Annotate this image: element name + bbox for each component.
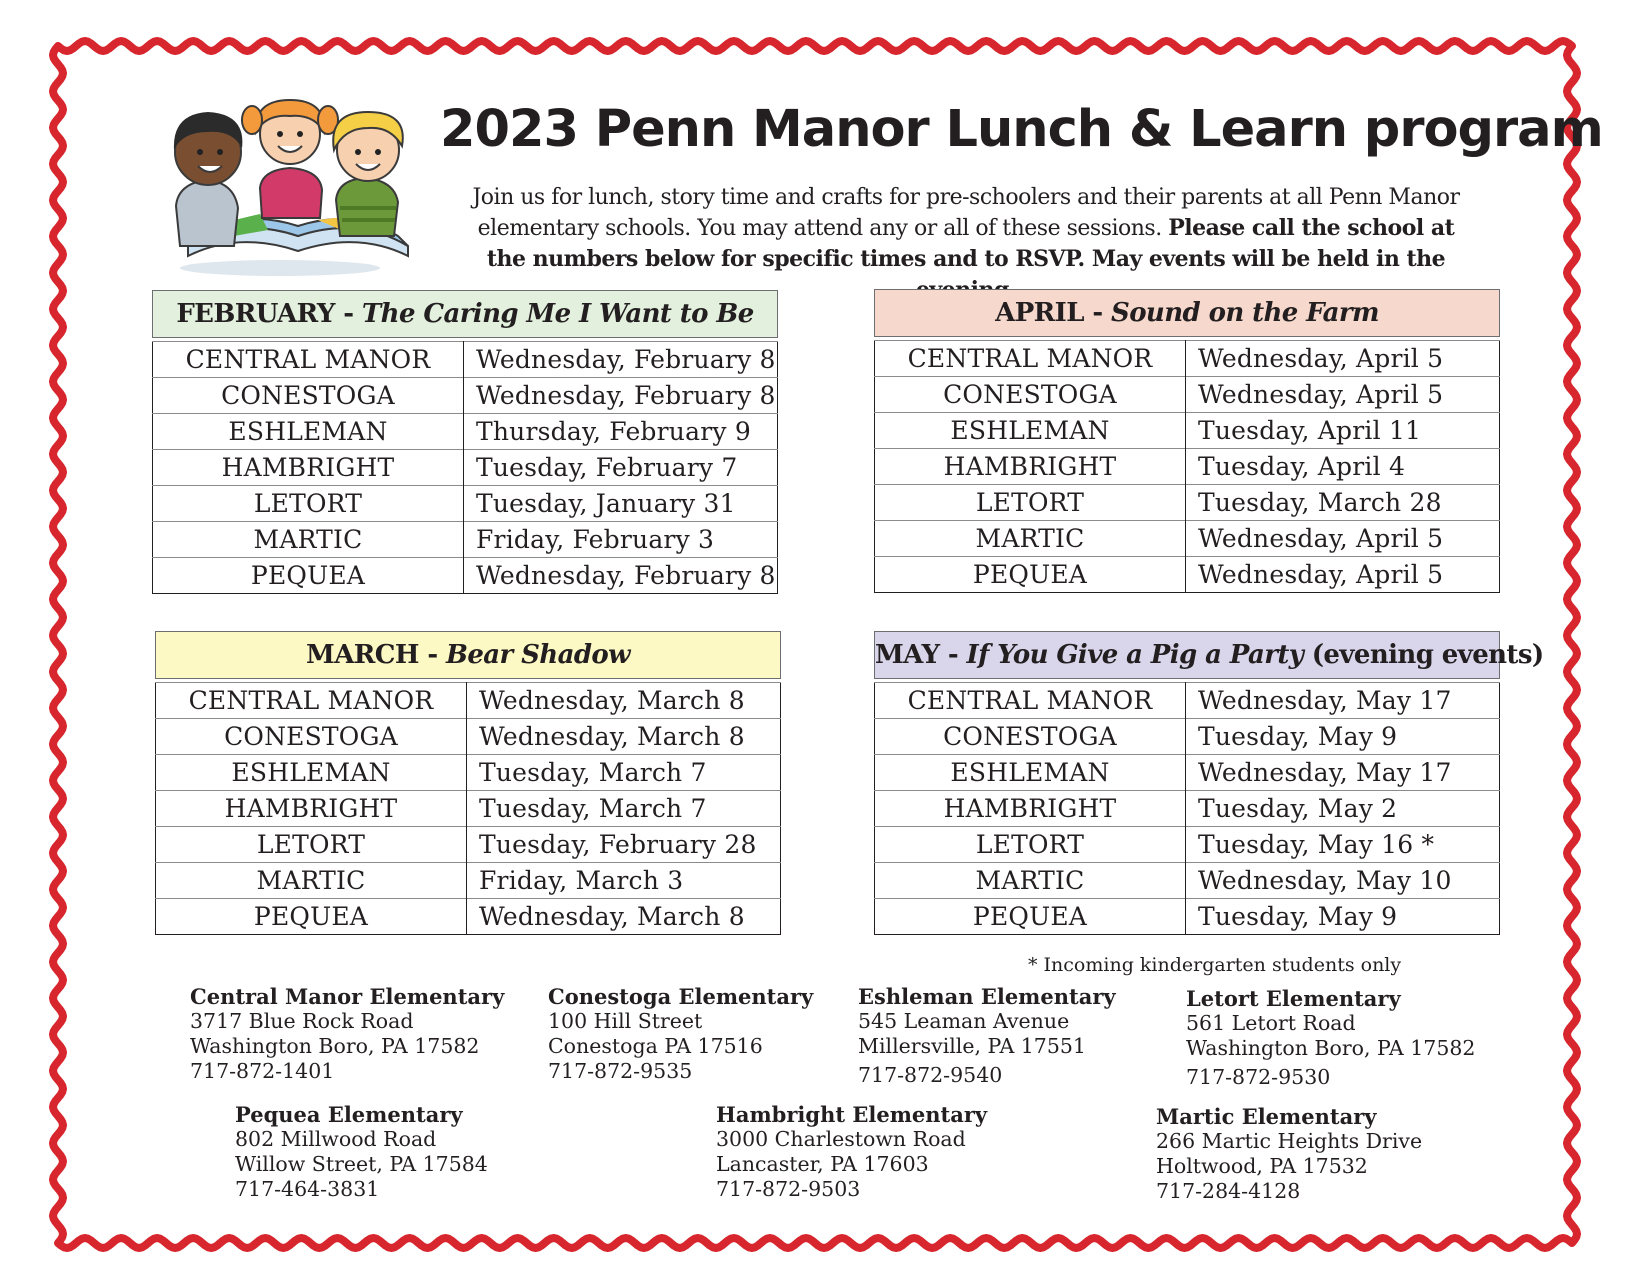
month-label: MARCH [306,640,419,670]
address-conestoga [548,984,813,1084]
school-name: Martic Elementary [1156,1104,1377,1129]
date-cell: Wednesday, March 8 [467,683,781,719]
school-cell: MARTIC [153,522,464,558]
date-cell: Tuesday, February 28 [467,827,781,863]
table-row [875,557,1500,593]
school-cell: CONESTOGA [875,719,1186,755]
may-header: MAY - If You Give a Pig a Party (evening events) [874,631,1500,679]
school-cell: LETORT [156,827,467,863]
march-table [155,682,781,935]
school-street: 802 Millwood Road [235,1127,437,1151]
date-cell: Thursday, February 9 [464,414,778,450]
table-row [156,827,781,863]
date-cell: Wednesday, April 5 [1186,557,1500,593]
table-row [156,755,781,791]
school-cell: PEQUEA [875,557,1186,593]
school-name: Eshleman Elementary [858,984,1116,1009]
school-street: 561 Letort Road [1186,1011,1356,1035]
table-row [153,486,778,522]
school-cell: LETORT [153,486,464,522]
address-letort [1186,986,1475,1090]
school-cell: PEQUEA [156,899,467,935]
table-row [153,378,778,414]
school-cell: MARTIC [875,521,1186,557]
date-cell: Tuesday, March 7 [467,791,781,827]
table-row [875,755,1500,791]
school-phone: 717-464-3831 [235,1177,380,1201]
date-cell: Tuesday, April 11 [1186,413,1500,449]
children-reading-illustration [168,96,428,276]
theme-label: Bear Shadow [445,640,630,670]
school-street: 545 Leaman Avenue [858,1009,1070,1033]
school-cell: MARTIC [156,863,467,899]
school-cell: CENTRAL MANOR [875,341,1186,377]
table-row [875,341,1500,377]
school-city: Conestoga PA 17516 [548,1034,763,1058]
school-name: Central Manor Elementary [190,984,505,1009]
address-martic [1156,1104,1422,1204]
school-cell: HAMBRIGHT [153,450,464,486]
date-cell: Wednesday, February 8 [464,378,778,414]
school-phone: 717-872-9503 [716,1177,861,1201]
school-cell: ESHLEMAN [875,413,1186,449]
table-row [875,449,1500,485]
school-city: Millersville, PA 17551 [858,1034,1086,1058]
table-row [153,522,778,558]
may-schedule [874,631,1544,935]
table-row [875,899,1500,935]
april-table [874,340,1500,593]
february-table [152,341,778,594]
school-name: Pequea Elementary [235,1102,463,1127]
table-row [875,683,1500,719]
school-cell: ESHLEMAN [156,755,467,791]
month-label: FEBRUARY [176,299,335,329]
school-street: 3717 Blue Rock Road [190,1009,414,1033]
date-cell: Tuesday, May 9 [1186,719,1500,755]
school-phone: 717-872-1401 [190,1059,335,1083]
school-cell: LETORT [875,827,1186,863]
intro-bold-text: Please call the school at the numbers below for specific times and to RSVP. May events will be held in the [486,215,1455,272]
school-name: Hambright Elementary [716,1102,988,1127]
school-phone: 717-872-9530 [1186,1065,1331,1089]
theme-label: If You Give a Pig a Party [966,640,1304,670]
school-cell: LETORT [875,485,1186,521]
school-city: Holtwood, PA 17532 [1156,1154,1368,1178]
date-cell: Friday, March 3 [467,863,781,899]
table-row [875,719,1500,755]
month-label: MAY [875,640,940,670]
school-cell: HAMBRIGHT [875,791,1186,827]
date-cell: Wednesday, May 17 [1186,755,1500,791]
date-cell: Wednesday, May 10 [1186,863,1500,899]
table-row [153,450,778,486]
school-phone: 717-872-9540 [858,1063,1003,1087]
school-cell: PEQUEA [153,558,464,594]
school-street: 266 Martic Heights Drive [1156,1129,1423,1153]
month-label: APRIL [995,298,1084,328]
address-eshleman [858,984,1116,1088]
date-cell: Wednesday, April 5 [1186,377,1500,413]
table-row [156,683,781,719]
date-cell: Wednesday, February 8 [464,558,778,594]
march-header: MARCH - Bear Shadow [155,631,781,679]
table-row [156,899,781,935]
table-row [153,558,778,594]
table-row [156,719,781,755]
april-schedule [874,289,1500,593]
table-row [153,414,778,450]
school-cell: ESHLEMAN [153,414,464,450]
school-cell: CONESTOGA [156,719,467,755]
school-cell: PEQUEA [875,899,1186,935]
date-cell: Wednesday, March 8 [467,899,781,935]
school-cell: CENTRAL MANOR [156,683,467,719]
date-cell: Tuesday, January 31 [464,486,778,522]
school-city: Lancaster, PA 17603 [716,1152,929,1176]
school-cell: CONESTOGA [875,377,1186,413]
school-cell: MARTIC [875,863,1186,899]
table-row [875,413,1500,449]
school-cell: CONESTOGA [153,378,464,414]
school-cell: HAMBRIGHT [156,791,467,827]
date-cell: Tuesday, May 2 [1186,791,1500,827]
page-title: 2023 Penn Manor Lunch & Learn program [440,100,1603,159]
school-phone: 717-872-9535 [548,1059,693,1083]
date-cell: Friday, February 3 [464,522,778,558]
date-cell: Tuesday, March 28 [1186,485,1500,521]
date-cell: Tuesday, February 7 [464,450,778,486]
table-row [875,485,1500,521]
table-row [156,863,781,899]
table-row [875,377,1500,413]
date-cell: Wednesday, April 5 [1186,341,1500,377]
date-cell: Wednesday, May 17 [1186,683,1500,719]
address-pequea [235,1102,488,1202]
school-street: 3000 Charlestown Road [716,1127,966,1151]
school-cell: CENTRAL MANOR [153,342,464,378]
address-hambright [716,1102,987,1202]
school-street: 100 Hill Street [548,1009,703,1033]
school-cell: HAMBRIGHT [875,449,1186,485]
table-row [875,863,1500,899]
table-row [875,521,1500,557]
evening-events-label: (evening events) [1303,640,1544,670]
april-header: APRIL - Sound on the Farm [874,289,1500,337]
february-header: FEBRUARY - The Caring Me I Want to Be [152,290,778,338]
may-table [874,682,1500,935]
footnote: * Incoming kindergarten students only [1028,954,1402,976]
march-schedule [155,631,781,935]
school-cell: ESHLEMAN [875,755,1186,791]
table-row [153,342,778,378]
date-cell: Wednesday, March 8 [467,719,781,755]
table-row [875,827,1500,863]
date-cell: Tuesday, March 7 [467,755,781,791]
school-cell: CENTRAL MANOR [875,683,1186,719]
school-city: Washington Boro, PA 17582 [190,1034,480,1058]
address-central-manor [190,984,504,1084]
date-cell: Wednesday, April 5 [1186,521,1500,557]
theme-label: Sound on the Farm [1111,298,1379,328]
school-city: Willow Street, PA 17584 [235,1152,488,1176]
school-phone: 717-284-4128 [1156,1179,1301,1203]
theme-label: The Caring Me I Want to Be [361,299,754,329]
date-cell: Wednesday, February 8 [464,342,778,378]
intro-paragraph [458,182,1474,306]
date-cell: Tuesday, April 4 [1186,449,1500,485]
date-cell: Tuesday, May 9 [1186,899,1500,935]
school-city: Washington Boro, PA 17582 [1186,1036,1476,1060]
table-row [875,791,1500,827]
february-schedule [152,290,778,594]
date-cell: Tuesday, May 16 * [1186,827,1500,863]
table-row [156,791,781,827]
intro-text: Join us for lunch, story time and crafts for pre-schoolers and their parents at all Penn Manor elementary schools. You may attend any or all of these sessions. [472,185,1460,241]
school-name: Conestoga Elementary [548,984,814,1009]
school-name: Letort Elementary [1186,986,1401,1011]
